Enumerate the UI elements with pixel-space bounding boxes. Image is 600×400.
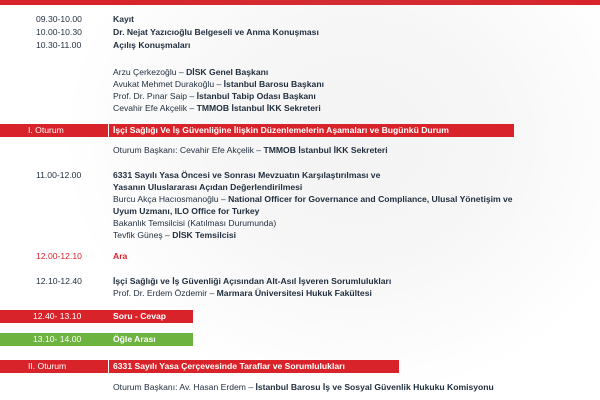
session-title: İşçi Sağlığı Ve İş Güvenliğine İlişkin Düzenlemelerin Aşamaları ve Bugünkü Durum bbox=[109, 124, 514, 137]
time-label: 12.00-12.10 bbox=[36, 251, 82, 261]
lunch-title: Öğle Arası bbox=[109, 333, 193, 346]
speaker-name: Tevfik Güneş – bbox=[113, 230, 173, 240]
speaker-org: DİSK Genel Başkanı bbox=[186, 67, 269, 77]
speaker-name: Prof. Dr. Erdem Özdemir – bbox=[113, 288, 217, 298]
talk-title-line: 6331 Sayılı Yasa Öncesi ve Sonrası Mevzuatın Karşılaştırılması ve bbox=[113, 170, 381, 180]
time-label: 10.00-10.30 bbox=[36, 27, 82, 37]
time-label: 10.30-11.00 bbox=[36, 40, 82, 50]
speaker-org: İstanbul Barosu Başkanı bbox=[223, 79, 324, 89]
time-label: 09.30-10.00 bbox=[36, 14, 82, 24]
time-label: 12.10-12.40 bbox=[36, 276, 82, 286]
speaker-org: Uyum Uzmanı, ILO Office for Turkey bbox=[113, 206, 260, 216]
item-title: Dr. Nejat Yazıcıoğlu Belgeseli ve Anma Konuşması bbox=[113, 27, 319, 37]
speaker-org: National Officer for Governance and Compliance, Ulusal Yönetişim ve bbox=[228, 194, 513, 204]
session-band bbox=[0, 124, 600, 137]
speaker-name: Burcu Akça Hacıosmanoğlu – bbox=[113, 194, 229, 204]
speaker-org: TMMOB İstanbul İKK Sekreteri bbox=[196, 103, 321, 113]
item-title: Kayıt bbox=[113, 14, 135, 24]
qa-title: Soru - Cevap bbox=[109, 310, 193, 323]
speaker-org: Marmara Üniversitesi Hukuk Fakültesi bbox=[216, 288, 372, 298]
chair-org: İstanbul Barosu İş ve Sosyal Güvenlik Hukuku Komisyonu bbox=[255, 382, 494, 392]
session-label: I. Oturum bbox=[0, 124, 108, 137]
session-label: II. Oturum bbox=[0, 360, 108, 373]
lunch-time: 13.10- 14.00 bbox=[0, 333, 113, 346]
session-title: 6331 Sayılı Yasa Çerçevesinde Taraflar ve Sorumlulukları bbox=[109, 360, 399, 373]
speaker-org: DİSK Temsilcisi bbox=[172, 230, 237, 240]
chair-name: Oturum Başkanı: Av. Hasan Erdem – bbox=[113, 382, 256, 392]
chair-name: Oturum Başkanı: Cevahir Efe Akçelik – bbox=[113, 145, 264, 155]
speaker-name: Arzu Çerkezoğlu – bbox=[113, 67, 187, 77]
talk-title-line: İşçi Sağlığı ve İş Güvenliği Açısından Alt-Asıl İşveren Sorumlulukları bbox=[113, 276, 392, 286]
qa-time: 12.40- 13.10 bbox=[0, 310, 113, 323]
speaker-org: İstanbul Tabip Odası Başkanı bbox=[196, 91, 316, 101]
break-title: Ara bbox=[113, 251, 128, 261]
speaker-name: Prof. Dr. Pınar Saip – bbox=[113, 91, 197, 101]
speaker-name: Avukat Mehmet Durakoğlu – bbox=[113, 79, 224, 89]
speaker-name: Bakanlık Temsilcisi (Katılması Durumunda) bbox=[113, 218, 277, 228]
chair-org: TMMOB İstanbul İKK Sekreteri bbox=[263, 145, 388, 155]
talk-title-line: Yasanın Uluslararası Açıdan Değerlendirilmesi bbox=[113, 182, 303, 192]
item-title: Açılış Konuşmaları bbox=[113, 40, 191, 50]
time-label: 11.00-12.00 bbox=[36, 170, 82, 180]
speaker-name: Cevahir Efe Akçelik – bbox=[113, 103, 197, 113]
